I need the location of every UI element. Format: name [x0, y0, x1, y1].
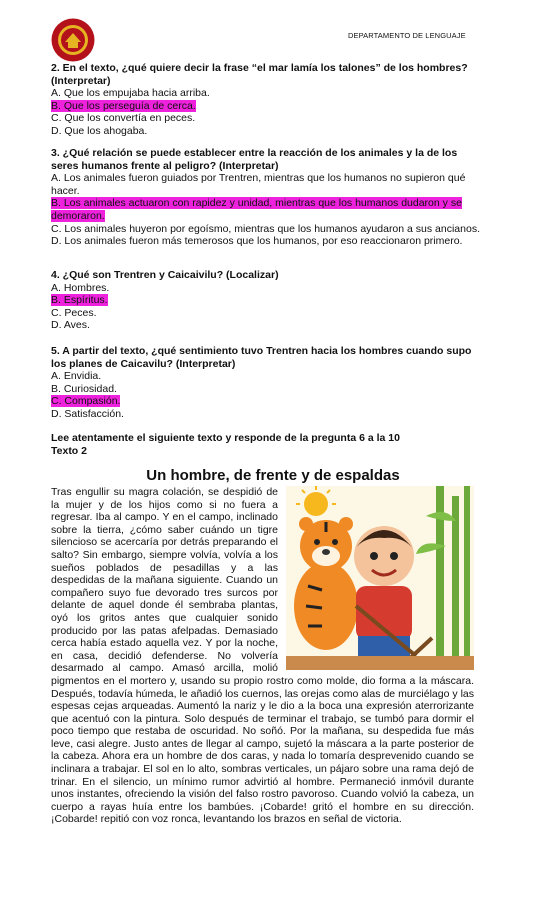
option-d[interactable]: D. Los animales fueron más temerosos que los humanos, por eso reaccionaron primero. — [51, 235, 463, 248]
option-a[interactable]: A. Los animales fueron guiados por Trentren, mientras que los humanos no supieron qué hacer. — [51, 172, 466, 197]
question-4 — [51, 269, 488, 332]
question-2 — [51, 62, 488, 138]
instructions-line: Lee atentamente el siguiente texto y responde de la pregunta 6 a la 10 — [51, 432, 400, 444]
story-body — [51, 486, 474, 826]
option-c[interactable]: C. Que los convertía en peces. — [51, 112, 196, 125]
story-text: Tras engullir su magra colación, se despidió de la mujer y de los hijos como si no fuera a regresar. Iba al campo. Y en el campo, inclinado sobre la tierra, ¿cómo saber cuándo un tigre silencioso se acercaría por detrás preparando el salto? Sin embargo, siempre volvía, volvía a los sueños poblados de pesadillas y a las despedidas de la mañana siguiente. Cuando un compañero suyo fue devorado tres surcos por delante de aquel donde él sembraba plantas, oyó los gritos antes que cualquier sonido producido por las patas afelpadas. Demasiado cerca había estado aquella vez. Y por la noche, en casa, decidió defenderse. No volvería desarmado al campo. Amasó arcilla, molió pigmentos en el mortero y, usando su propio rostro como molde, dio forma a la máscara. Después, todavía húmeda, le añadió los cuernos, las orejas como alas de murciélago y las espesas cejas arqueadas. Aumentó la nariz y le dio a la boca una expresión aterrorizante que acentuó con la pintura. Solo después de terminar el trabajo, se tumbó para dormir el poco tiempo que restaba de oscuridad. No soñó. Por la mañana, su despedida fue más leve, casi alegre. Justo antes de llegar al campo, sujetó la máscara a la parte posterior de la cabeza. Ahora era un hombre de dos caras, y nada lo tomaría desprevenido cuando se inclinara a trabajar. El sol en lo alto, sombras verticales, un pájaro sobre una rama dejó de trinar. En el silencio, un mínimo rumor advirtió al hombre. Permaneció inmóvil durante unos instantes, ofreciendo la visión del falso rostro pavoroso. Cuando volvió la cabeza, un cuerpo a rayas huía entre los bambúes. ¡Cobarde! gritó el hombre en su dirección. ¡Cobarde! repitió con voz ronca, levantando los brazos en señal de victoria. — [51, 486, 474, 826]
option-a[interactable]: A. Hombres. — [51, 281, 110, 294]
option-d[interactable]: D. Satisfacción. — [51, 407, 124, 420]
option-a[interactable]: A. Envidia. — [51, 370, 102, 383]
story-illustration — [286, 486, 474, 670]
option-d[interactable]: D. Que los ahogaba. — [51, 124, 148, 137]
option-b[interactable]: B. Espíritus. — [51, 294, 108, 307]
question-title: 2. En el texto, ¿qué quiere decir la frase “el mar lamía los talones” de los hombres? (Interpretar) — [51, 62, 468, 87]
option-c[interactable]: C. Compasión. — [51, 395, 121, 408]
boy-icon — [354, 526, 414, 662]
option-b[interactable]: B. Que los perseguía de cerca. — [51, 99, 196, 112]
option-c[interactable]: C. Peces. — [51, 306, 97, 319]
option-a[interactable]: A. Que los empujaba hacia arriba. — [51, 87, 210, 100]
instructions — [51, 432, 488, 457]
option-b[interactable]: B. Curiosidad. — [51, 382, 117, 395]
text-label: Texto 2 — [51, 444, 87, 457]
option-d[interactable]: D. Aves. — [51, 319, 90, 332]
school-logo — [51, 18, 95, 62]
question-title: 5. A partir del texto, ¿qué sentimiento tuvo Trentren hacia los hombres cuando supo los planes de Caicavilu? (Interpretar) — [51, 345, 472, 370]
option-b[interactable]: B. Los animales actuaron con rapidez y unidad, mientras que los humanos dudaron y se demoraron. — [51, 197, 462, 222]
question-5 — [51, 345, 488, 421]
department-label: DEPARTAMENTO DE LENGUAJE — [348, 31, 466, 40]
question-title: 3. ¿Qué relación se puede establecer entre la reacción de los animales y la de los seres humanos frente al peligro? (Interpretar) — [51, 147, 458, 172]
story-title: Un hombre, de frente y de espaldas — [146, 467, 400, 484]
option-c[interactable]: C. Los animales huyeron por egoísmo, mientras que los humanos ayudaron a sus ancianos. — [51, 222, 480, 235]
question-title: 4. ¿Qué son Trentren y Caicaivilu? (Localizar) — [51, 269, 279, 281]
tiger-icon — [294, 517, 358, 650]
question-3 — [51, 147, 488, 248]
